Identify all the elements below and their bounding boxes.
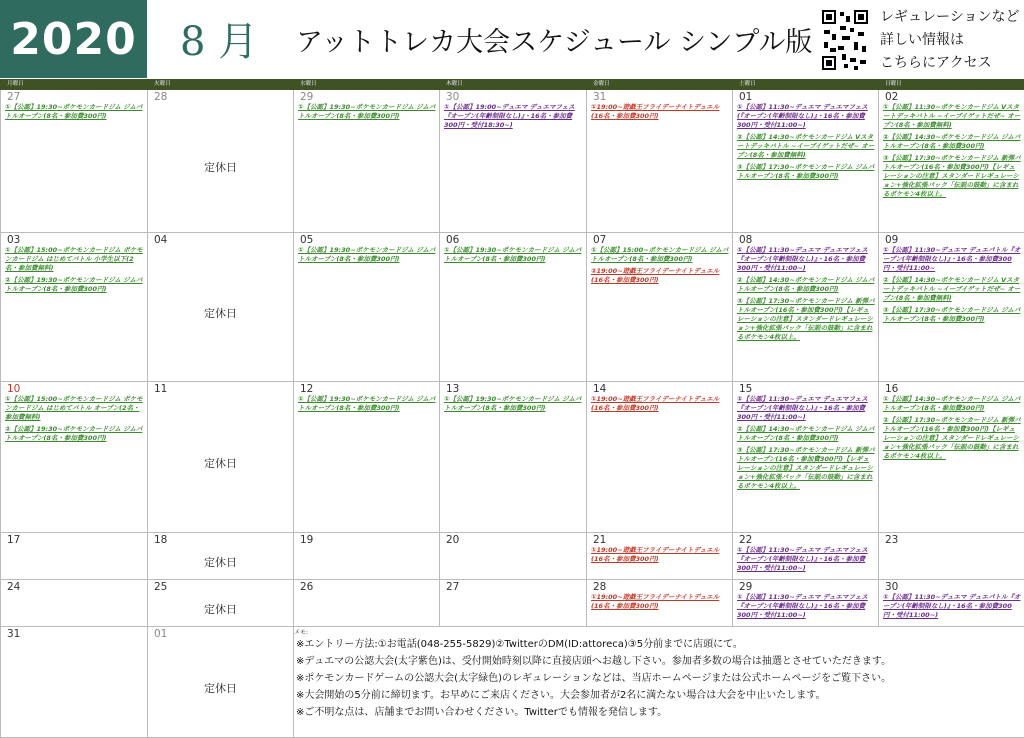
- event-entry[interactable]: ①【公認】19:30~ポケモンカードジム ジムバトルオープン(8名・参加費300円): [1, 103, 147, 124]
- day-cell: [440, 580, 587, 627]
- day-cell: [294, 233, 440, 382]
- memo-label: メモ:: [294, 627, 1024, 636]
- day-number: 27: [1, 90, 147, 103]
- day-number: 08: [733, 233, 878, 246]
- day-cell: [1, 533, 148, 580]
- closed-label: 定休日: [148, 680, 293, 696]
- event-entry[interactable]: ①【公認】11:30~デュエマ デュエパトル『オープン(年齢制限なし)』・16名・参加費300円・受付11:00~: [879, 246, 1024, 276]
- day-cell: [879, 533, 1024, 580]
- event-entry[interactable]: ①【公認】15:00~ポケモンカードジム ジムバトルオープン(8名・参加費300円): [587, 246, 732, 267]
- event-entry[interactable]: ①19:00~遊戯王フライデーナイトデュエル(16名・参加費300円): [587, 546, 732, 567]
- day-number: 05: [294, 233, 439, 246]
- year-badge: 2020: [0, 0, 147, 78]
- event-entry[interactable]: ①【公認】19:30~ポケモンカードジム ジムバトルオープン(8名・参加費300円): [294, 395, 439, 416]
- day-number: 30: [440, 90, 586, 103]
- event-entry[interactable]: ①【公認】11:30~デュエマ デュエマフェス『オープン(年齢制限なし)』・16名・参加費300円・受付11:00~): [733, 546, 878, 576]
- day-cell: [587, 382, 733, 533]
- day-cell: [733, 580, 879, 627]
- event-entry[interactable]: ②【公認】19:30~ポケモンカードジム ジムバトルオープン(8名・参加費300円): [1, 425, 147, 446]
- event-entry[interactable]: ②【公認】14:30~ポケモンカードジム ジムバトルオープン(8名・参加費300円): [879, 133, 1024, 154]
- week-row: [1, 533, 1024, 580]
- day-number: 04: [148, 233, 293, 246]
- week-row: [1, 580, 1024, 627]
- event-entry[interactable]: ①【公認】11:30~デュエマ デュエマフェス(『オープン(年齢制限なし)』・16名・参加費300円・受付11:00~): [733, 103, 878, 133]
- day-cell: [733, 233, 879, 382]
- weekday-header: 水曜日: [294, 80, 440, 90]
- day-number: 01: [733, 90, 878, 103]
- day-number: 24: [1, 580, 147, 593]
- event-entry[interactable]: ③【公認】17:30~ポケモンカードジム 新弾バトルオープン(16名・参加費300円)【レギュレーションの注意】スタンダードレギュレーション+強化拡張パック「伝説の鼓動」に含まれるポケモン4枚以上。: [733, 297, 878, 345]
- day-cell: [587, 90, 733, 233]
- event-entry[interactable]: ②【公認】14:30~ポケモンカードジム ジムバトルオープン(8名・参加費300円): [733, 276, 878, 297]
- day-cell: [1, 233, 148, 382]
- day-number: 17: [1, 533, 147, 546]
- event-entry[interactable]: ①【公認】19:30~ポケモンカードジム ジムバトルオープン(8名・参加費300円): [440, 246, 586, 267]
- day-number: 21: [587, 533, 732, 546]
- memo-line: ※ご不明な点は、店舗までお問い合わせください。Twitterでも情報を発信します。: [294, 704, 1024, 721]
- weekday-header: 土曜日: [733, 80, 879, 90]
- event-entry[interactable]: ①【公認】11:30~デュエマ デュエマフェス『オープン(年齢制限なし)』・16名・参加費300円・受付11:00~): [733, 246, 878, 276]
- event-entry[interactable]: ②【公認】17:30~ポケモンカードジム 新弾バトルオープン(16名・参加費300円)【レギュレーションの注意】スタンダードレギュレーション+強化拡張パック「伝説の鼓動」に含まれるポケモン4枚以上。: [879, 416, 1024, 464]
- memo-line: ※大会開始の5分前に締切ます。お早めにご来店ください。大会参加者が2名に満たない場合は大会を中止いたします。: [294, 687, 1024, 704]
- qr-code-icon[interactable]: [820, 8, 870, 72]
- day-number: 02: [879, 90, 1024, 103]
- event-entry[interactable]: ①【公認】19:00~デュエマ デュエマフェス『オープン(年齢制限なし)』・16名・参加費300円・受付18:30~): [440, 103, 586, 133]
- day-number: 19: [294, 533, 439, 546]
- event-entry[interactable]: ②【公認】19:30~ポケモンカードジム ジムバトルオープン(8名・参加費300円): [1, 276, 147, 297]
- event-entry[interactable]: ①19:00~遊戯王フライデーナイトデュエル(16名・参加費300円): [587, 593, 732, 614]
- event-entry[interactable]: ①【公認】11:30~デュエマ デュエパトル『オープン(年齢制限なし)』・16名・参加費300円・受付11:00~): [879, 593, 1024, 623]
- event-entry[interactable]: ①【公認】15:00~ポケモンカードジム ポケモンカードジム はじめてバトル 小学生以下(2名・参加費無料): [1, 246, 147, 276]
- day-cell: [587, 233, 733, 382]
- day-cell: [733, 533, 879, 580]
- memo-box: [294, 627, 1024, 738]
- day-number: 15: [733, 382, 878, 395]
- day-cell: [294, 382, 440, 533]
- event-entry[interactable]: ①【公認】19:30~ポケモンカードジム ジムバトルオープン(8名・参加費300円): [294, 246, 439, 267]
- day-number: 10: [1, 382, 147, 395]
- day-cell: [879, 233, 1024, 382]
- event-entry[interactable]: ②【公認】14:30~ポケモンカードジム Vスタートデッキバトル ~イーブイゲットだぜ~ オープン(8名・参加費無料): [879, 276, 1024, 306]
- day-number: 07: [587, 233, 732, 246]
- event-entry[interactable]: ③【公認】17:30~ポケモンカードジム 新弾バトルオープン(16名・参加費300円)【レギュレーションの注意】スタンダードレギュレーション+強化拡張パック「伝説の鼓動」に含まれるポケモン4枚以上。: [879, 154, 1024, 202]
- day-number: 11: [148, 382, 293, 395]
- day-cell: [879, 580, 1024, 627]
- day-number: 28: [148, 90, 293, 103]
- day-number: 09: [879, 233, 1024, 246]
- event-entry[interactable]: ①【公認】11:30~デュエマ デュエマフェス『オープン(年齢制限なし)』・16名・参加費300円・受付11:00~): [733, 395, 878, 425]
- day-cell: [148, 533, 294, 580]
- event-entry[interactable]: ③【公認】17:30~ポケモンカードジム ジムバトルオープン(8名・参加費300円): [733, 163, 878, 184]
- day-cell: [294, 580, 440, 627]
- memo-line: ※エントリー方法:①お電話(048-255-5829)②TwitterのDM(ID:attoreca)③5分前までに店頭にて。: [294, 636, 1024, 653]
- day-cell: [440, 382, 587, 533]
- day-cell: [1, 90, 148, 233]
- day-cell: [294, 533, 440, 580]
- day-number: 20: [440, 533, 586, 546]
- event-entry[interactable]: ①【公認】15:00~ポケモンカードジム ポケモンカードジム はじめてバトル オープン(2名・参加費無料): [1, 395, 147, 425]
- event-entry[interactable]: ③【公認】17:30~ポケモンカードジム 新弾バトルオープン(16名・参加費300円)【レギュレーションの注意】スタンダードレギュレーション+強化拡張パック「伝説の鼓動」に含まれるポケモン4枚以上。: [733, 446, 878, 494]
- event-entry[interactable]: ①【公認】14:30~ポケモンカードジム ジムバトルオープン(8名・参加費300円): [879, 395, 1024, 416]
- memo-line: ※デュエマの公認大会(太字紫色)は、受付開始時刻以降に直接店頭へお越し下さい。参加者多数の場合は抽選とさせていただきます。: [294, 653, 1024, 670]
- closed-label: 定休日: [148, 305, 293, 321]
- day-cell: [440, 233, 587, 382]
- weekday-header: 金曜日: [587, 80, 733, 90]
- closed-label: 定休日: [148, 455, 293, 471]
- event-entry[interactable]: ②19:00~遊戯王フライデーナイトデュエル(16名・参加費300円): [587, 267, 732, 288]
- day-cell: [148, 627, 294, 738]
- day-number: 14: [587, 382, 732, 395]
- month-label: 8 月: [180, 10, 258, 67]
- event-entry[interactable]: ①19:00~遊戯王フライデーナイトデュエル(16名・参加費300円): [587, 395, 732, 416]
- day-number: 28: [587, 580, 732, 593]
- day-number: 30: [879, 580, 1024, 593]
- day-number: 26: [294, 580, 439, 593]
- day-cell: [148, 382, 294, 533]
- day-number: 12: [294, 382, 439, 395]
- day-cell: [879, 90, 1024, 233]
- day-number: 03: [1, 233, 147, 246]
- day-cell: [440, 90, 587, 233]
- weekday-header: 日曜日: [879, 80, 1024, 90]
- day-cell: [148, 90, 294, 233]
- day-cell: [148, 233, 294, 382]
- day-cell: [587, 533, 733, 580]
- day-number: 22: [733, 533, 878, 546]
- event-entry[interactable]: ①【公認】11:30~ポケモンカードジム Vスタートデッキバトル ~イーブイゲットだぜ~ オープン(8名・参加費無料): [879, 103, 1024, 133]
- day-number: 06: [440, 233, 586, 246]
- day-cell: [733, 382, 879, 533]
- day-number: 13: [440, 382, 586, 395]
- day-number: 29: [294, 90, 439, 103]
- week-row: [1, 627, 1024, 738]
- day-cell: [587, 580, 733, 627]
- weekday-header: 月曜日: [1, 80, 148, 90]
- day-number: 18: [148, 533, 293, 546]
- week-row: [1, 382, 1024, 533]
- day-cell: [1, 580, 148, 627]
- event-entry[interactable]: ②【公認】14:30~ポケモンカードジム ジムバトルオープン(8名・参加費300円): [733, 425, 878, 446]
- day-cell: [1, 382, 148, 533]
- calendar-grid: [0, 79, 1024, 738]
- access-line: こちらにアクセス: [880, 52, 1019, 75]
- week-row: [1, 90, 1024, 233]
- event-entry[interactable]: ②【公認】14:30~ポケモンカードジム Vスタートデッキバトル ~イーブイゲットだぜ~ オープン(8名・参加費無料): [733, 133, 878, 163]
- access-line: 詳しい情報は: [880, 29, 1019, 52]
- day-number: 16: [879, 382, 1024, 395]
- day-number: 01: [148, 627, 293, 640]
- event-entry[interactable]: ①19:00~遊戯王フライデーナイトデュエル(16名・参加費300円): [587, 103, 732, 124]
- week-row: [1, 233, 1024, 382]
- day-number: 31: [1, 627, 147, 640]
- closed-label: 定休日: [148, 554, 293, 570]
- event-entry[interactable]: ③【公認】17:30~ポケモンカードジム ジムバトルオープン(8名・参加費300円): [879, 306, 1024, 327]
- event-entry[interactable]: ①【公認】19:30~ポケモンカードジム ジムバトルオープン(8名・参加費300円): [440, 395, 586, 416]
- page-title: アットトレカ大会スケジュール シンプル版: [296, 20, 812, 59]
- event-entry[interactable]: ①【公認】19:30~ポケモンカードジム ジムバトルオープン(8名・参加費300円): [294, 103, 439, 124]
- day-cell: [1, 627, 148, 738]
- day-cell: [879, 382, 1024, 533]
- day-number: 25: [148, 580, 293, 593]
- day-cell: [733, 90, 879, 233]
- closed-label: 定休日: [148, 159, 293, 175]
- day-number: 29: [733, 580, 878, 593]
- day-cell: [440, 533, 587, 580]
- day-number: 31: [587, 90, 732, 103]
- day-number: 27: [440, 580, 586, 593]
- access-line: レギュレーションなど: [880, 6, 1019, 29]
- day-cell: [148, 580, 294, 627]
- weekday-header: 火曜日: [148, 80, 294, 90]
- weekday-header: 木曜日: [440, 80, 587, 90]
- memo-line: ※ポケモンカードゲームの公認大会(太字緑色)のレギュレーションなどは、当店ホームページまたは公式ホームページをご覧下さい。: [294, 670, 1024, 687]
- closed-label: 定休日: [148, 601, 293, 617]
- day-cell: [294, 90, 440, 233]
- day-number: 23: [879, 533, 1024, 546]
- access-info: [880, 6, 1019, 75]
- event-entry[interactable]: ①【公認】11:30~デュエマ デュエマフェス『オープン(年齢制限なし)』・16名・参加費300円・受付11:00~): [733, 593, 878, 623]
